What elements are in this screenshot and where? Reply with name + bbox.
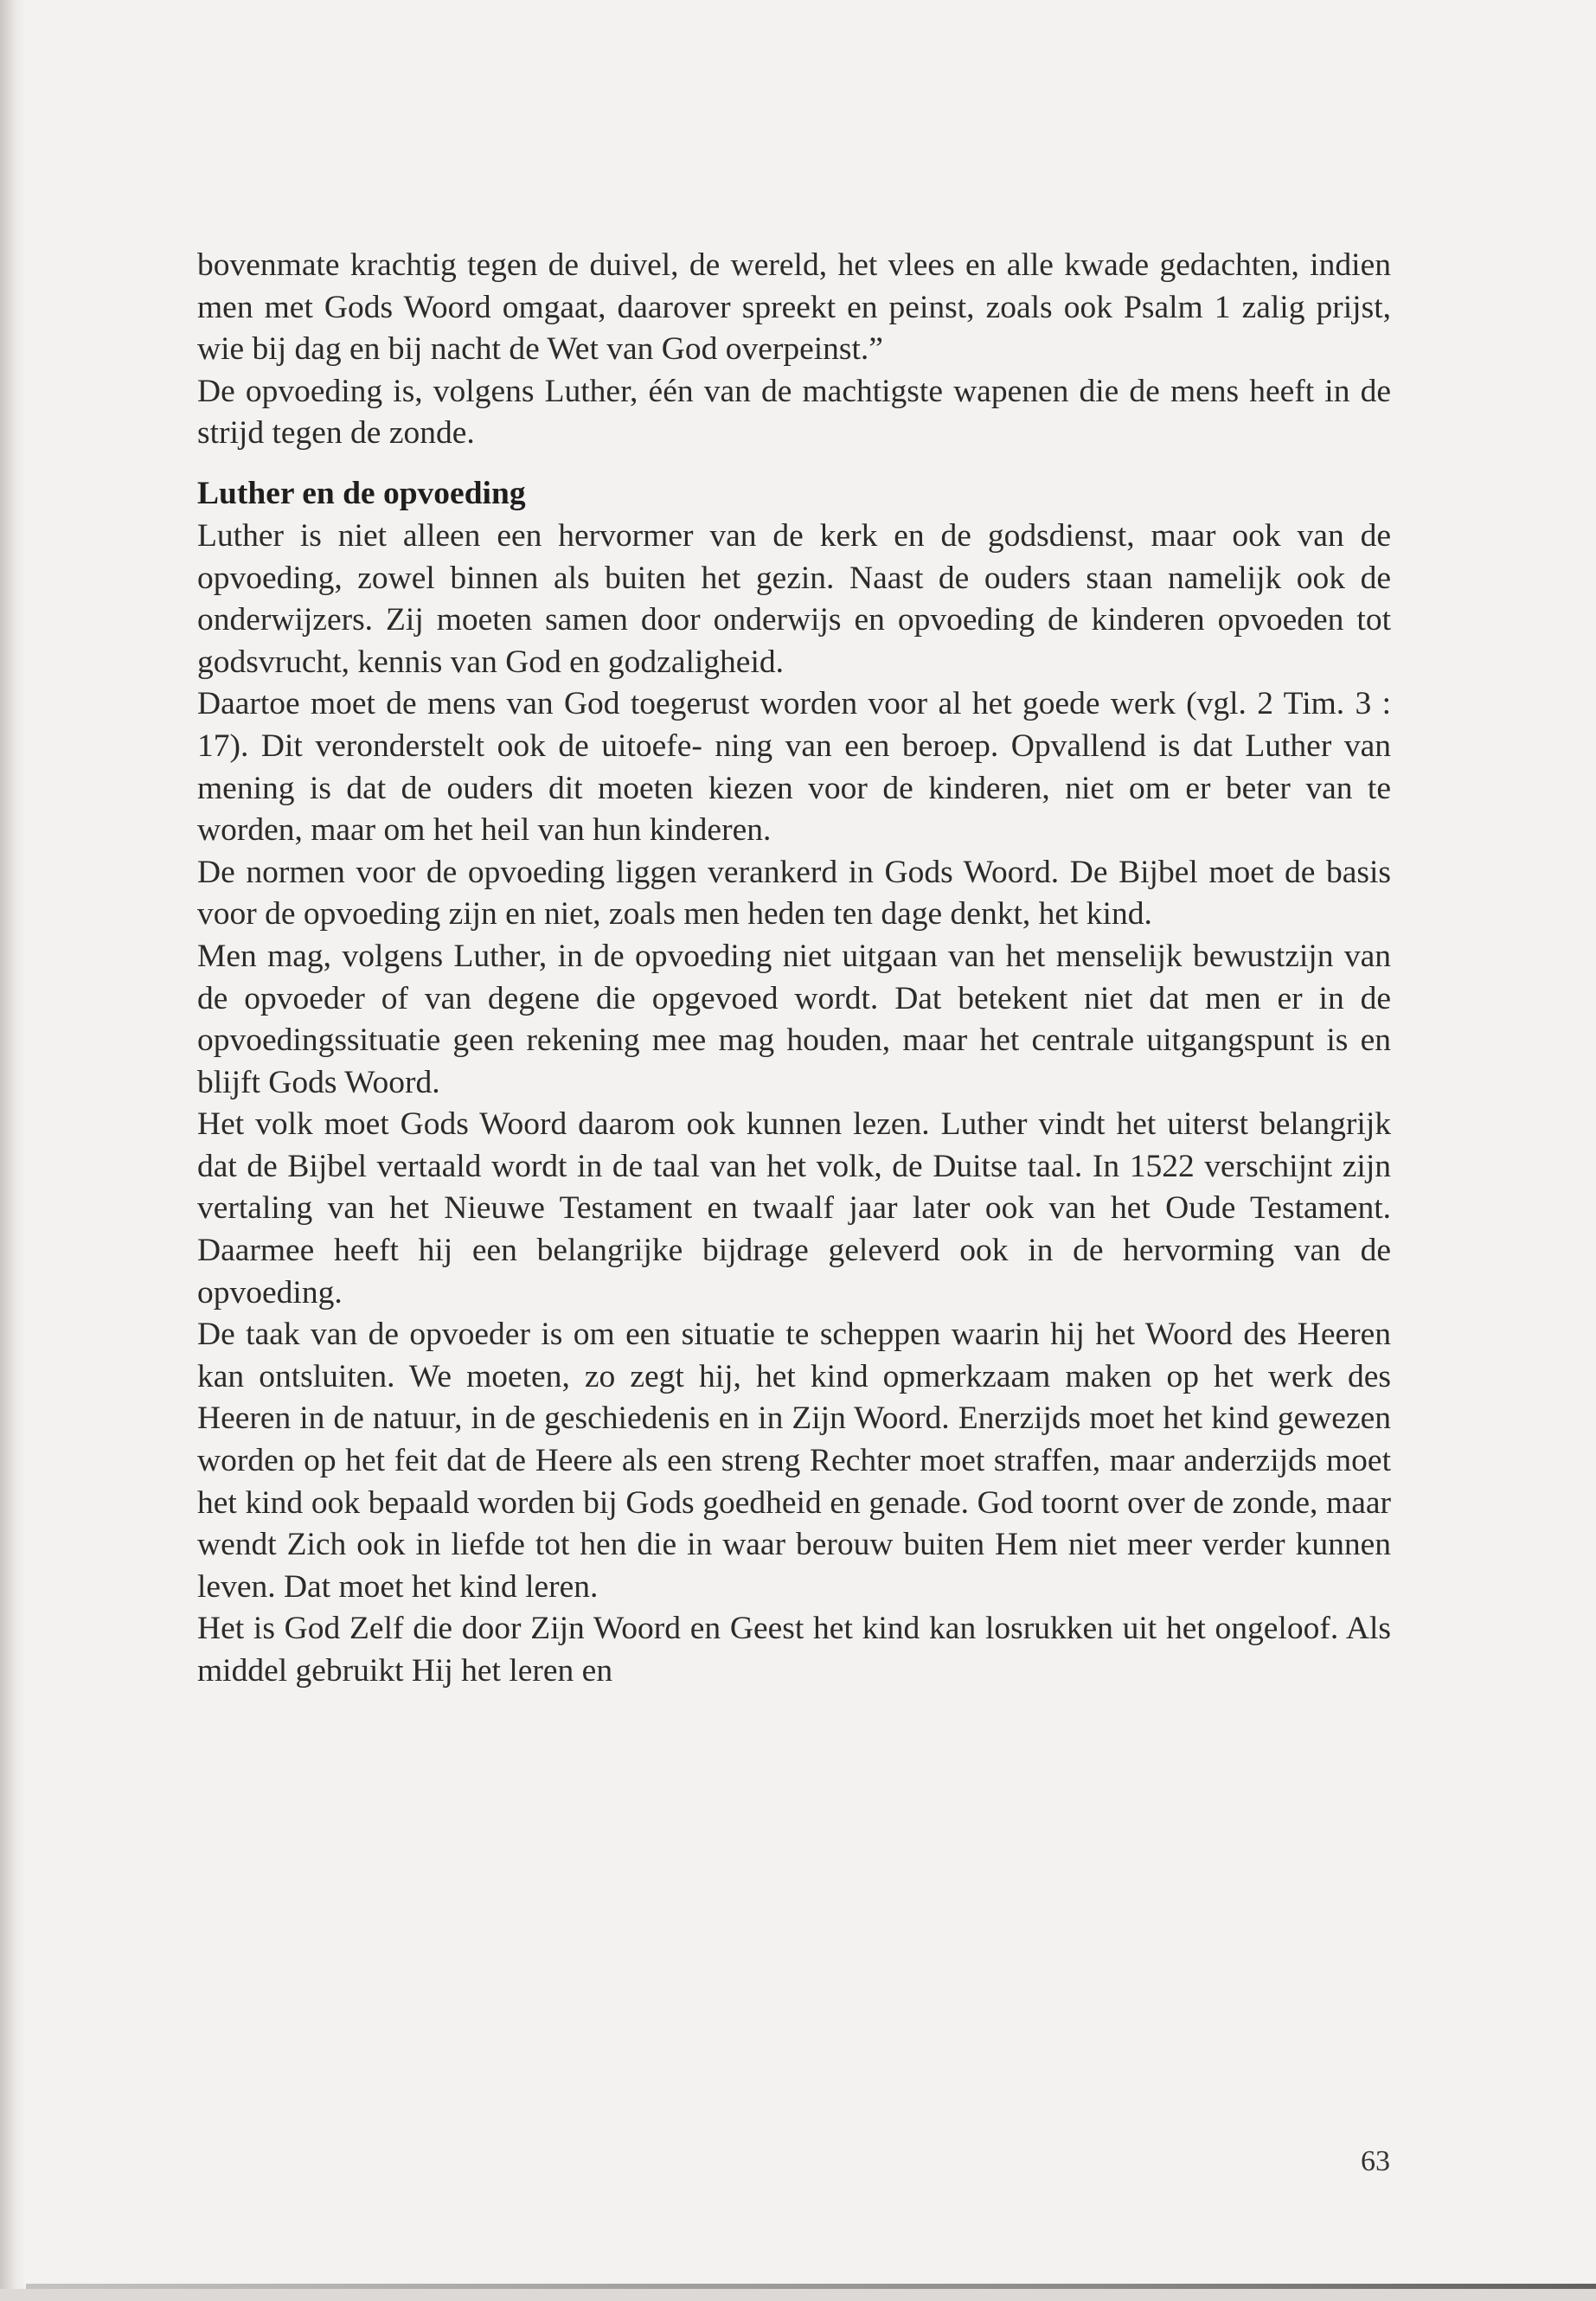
page-bottom-margin xyxy=(0,2289,1596,2301)
paragraph: Luther is niet alleen een hervormer van de kerk en de godsdienst, maar ook van de opvoeding, zowel binnen als buiten het gezin. Naast de ouders staan namelijk ook de onderwijzers. Zij moeten samen door onderwijs en opvoeding de kinderen opvoeden tot godsvrucht, kennis van God en godzaligheid. xyxy=(197,517,1391,680)
page-bottom-edge xyxy=(26,2284,1596,2289)
paragraph: De taak van de opvoeder is om een situatie te scheppen waarin hij het Woord des Heeren kan ontsluiten. We moeten, zo zegt hij, het kind opmerkzaam maken op het werk des Heeren in de natuur, in de geschiedenis en in Zijn Woord. Enerzijds moet het kind gewezen worden op het feit dat de Heere als een streng Rechter moet straffen, maar anderzijds moet het kind ook bepaald worden bij Gods goedheid en genade. God toornt over de zonde, maar wendt Zich ook in liefde tot hen die in waar berouw buiten Hem niet meer verder kunnen leven. Dat moet het kind leren. xyxy=(197,1317,1391,1605)
paragraph: Men mag, volgens Luther, in de opvoeding niet uitgaan van het menselijk bewustzijn van de opvoeder of van degene die opgevoed wordt. Dat betekent niet dat men er in de opvoedingssituatie geen rekening mee mag houden, maar het centrale uitgangspunt is en blijft Gods Woord. xyxy=(197,938,1391,1100)
body-text xyxy=(197,245,1391,1693)
page-binding-edge xyxy=(0,0,26,2301)
paragraph: De normen voor de opvoeding liggen verankerd in Gods Woord. De Bijbel moet de basis voor de opvoeding zijn en niet, zoals men heden ten dage denkt, het kind. xyxy=(197,854,1391,933)
paragraph: De opvoeding is, volgens Luther, één van de machtigste wapenen die de mens heeft in de strijd tegen de zonde. xyxy=(197,373,1391,452)
section-heading: Luther en de opvoeding xyxy=(197,475,526,511)
page-number: 63 xyxy=(1361,2145,1390,2177)
paragraph: Het volk moet Gods Woord daarom ook kunnen lezen. Luther vindt het uiterst belangrijk dat de Bijbel vertaald wordt in de taal van het volk, de Duitse taal. In 1522 verschijnt zijn vertaling van het Nieuwe Testament en twaalf jaar later ook van het Oude Testament. Daarmee heeft hij een belangrijke bijdrage geleverd ook in de hervorming van de opvoeding. xyxy=(197,1106,1391,1311)
paragraph: Het is God Zelf die door Zijn Woord en Geest het kind kan losrukken uit het ongeloof. Als middel gebruikt Hij het leren en xyxy=(197,1611,1391,1689)
paragraph: Daartoe moet de mens van God toegerust worden voor al het goede werk (vgl. 2 Tim. 3 : 17). Dit veronderstelt ook de uitoefe- ning van een beroep. Opvallend is dat Luther van mening is dat de ouders dit moeten kiezen voor de kinderen, niet om er beter van te worden, maar om het heil van hun kinderen. xyxy=(197,686,1391,849)
paragraph: bovenmate krachtig tegen de duivel, de wereld, het vlees en alle kwade gedachten, indien men met Gods Woord omgaat, daarover spreekt en peinst, zoals ook Psalm 1 zalig prijst, wie bij dag en bij nacht de Wet van God overpeinst.” xyxy=(197,247,1391,368)
